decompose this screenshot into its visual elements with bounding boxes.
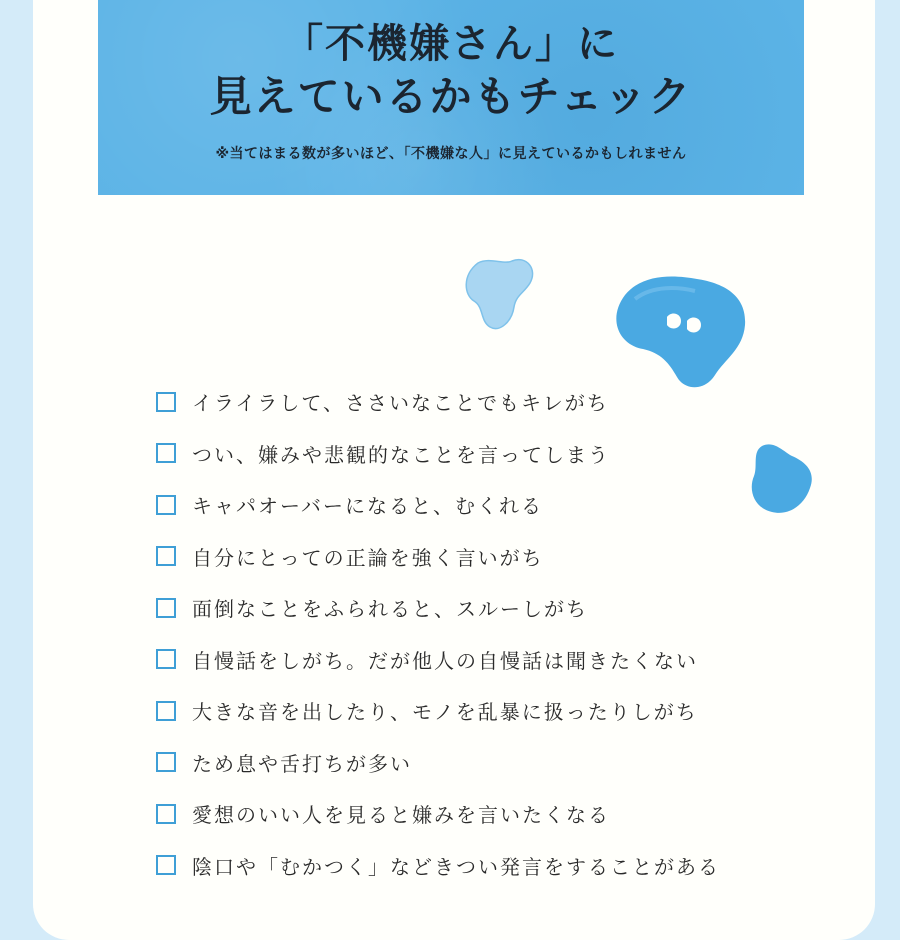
checklist-item[interactable] <box>156 840 720 892</box>
checklist-item[interactable] <box>156 582 720 634</box>
checkbox[interactable] <box>156 546 176 566</box>
checklist-item-label: イライラして、ささいなことでもキレがち <box>192 391 609 416</box>
checkbox[interactable] <box>156 649 176 669</box>
checklist-item-label: キャパオーバーになると、むくれる <box>192 494 543 519</box>
checkbox[interactable] <box>156 598 176 618</box>
checklist-item-label: 自慢話をしがち。だが他人の自慢話は聞きたくない <box>192 648 698 673</box>
checkbox[interactable] <box>156 804 176 824</box>
page-title-line1: 「不機嫌さん」に <box>283 21 619 67</box>
checklist-item[interactable] <box>156 634 720 686</box>
page-title-line2: 見えているかもチェック <box>209 72 693 121</box>
header-banner <box>98 0 804 195</box>
checklist-item[interactable] <box>156 376 720 428</box>
blob-small-light <box>460 255 540 335</box>
checklist-item-label: 陰口や「むかつく」などきつい発言をすることがある <box>192 854 720 879</box>
checkbox[interactable] <box>156 495 176 515</box>
checklist-item-label: 大きな音を出したり、モノを乱暴に扱ったりしがち <box>192 700 698 725</box>
checkbox[interactable] <box>156 752 176 772</box>
checklist-item[interactable] <box>156 685 720 737</box>
checklist-item-label: ため息や舌打ちが多い <box>192 751 412 776</box>
checkbox[interactable] <box>156 855 176 875</box>
checklist-item-label: 面倒なことをふられると、スルーしがち <box>192 597 588 622</box>
checklist-item-label: つい、嫌みや悲観的なことを言ってしまう <box>192 442 610 467</box>
page-subtitle: ※当てはまる数が多いほど、「不機嫌な人」に見えているかもしれません <box>215 146 687 162</box>
blob-right-small <box>748 440 818 520</box>
checklist <box>156 376 720 891</box>
checkbox[interactable] <box>156 392 176 412</box>
checklist-item[interactable] <box>156 531 720 583</box>
checklist-item-label: 愛想のいい人を見ると嫌みを言いたくなる <box>192 803 610 828</box>
checklist-item[interactable] <box>156 479 720 531</box>
checklist-item-label: 自分にとっての正論を強く言いがち <box>192 545 544 570</box>
checkbox[interactable] <box>156 443 176 463</box>
checklist-item[interactable] <box>156 428 720 480</box>
checklist-item[interactable] <box>156 788 720 840</box>
checkbox[interactable] <box>156 701 176 721</box>
checklist-item[interactable] <box>156 737 720 789</box>
